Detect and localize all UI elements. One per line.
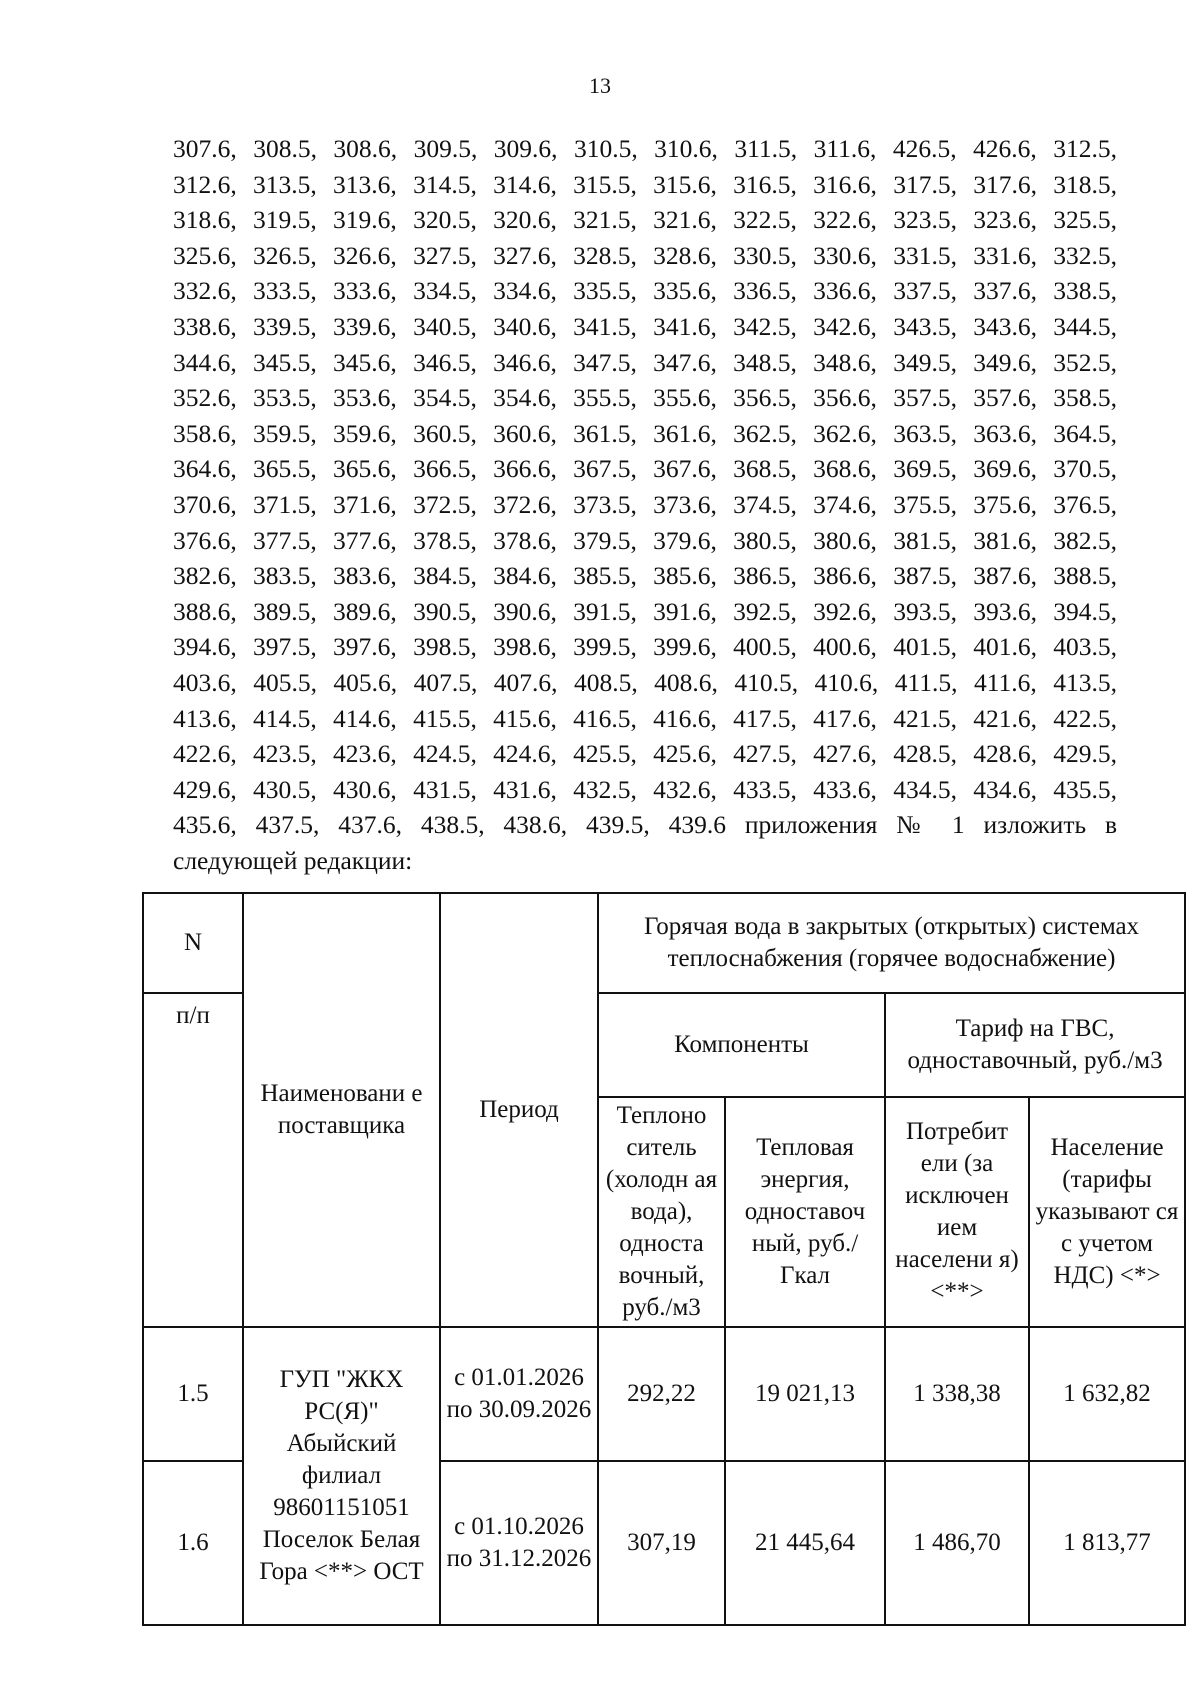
paragraph-line: 370.6, 371.5, 371.6, 372.5, 372.6, 373.5, 373.6, 374.5, 374.6, 375.5, 375.6, 376.5, <box>173 489 1117 519</box>
paragraph-line: 376.6, 377.5, 377.6, 378.5, 378.6, 379.5, 379.6, 380.5, 380.6, 381.5, 381.6, 382.5, <box>173 525 1117 555</box>
paragraph-line: 403.6, 405.5, 405.6, 407.5, 407.6, 408.5, 408.6, 410.5, 410.6, 411.5, 411.6, 413.5, <box>173 667 1117 697</box>
header-consumers: Потребит ели (за исключен ием населени я) <**> <box>885 1097 1029 1327</box>
row-period: с 01.10.2026 по 31.12.2026 <box>440 1461 598 1625</box>
paragraph <box>173 131 1117 878</box>
paragraph-line: 364.6, 365.5, 365.6, 366.5, 366.6, 367.5, 367.6, 368.5, 368.6, 369.5, 369.6, 370.5, <box>173 454 1117 484</box>
row-consumers: 1 338,38 <box>885 1327 1029 1461</box>
paragraph-line: 422.6, 423.5, 423.6, 424.5, 424.6, 425.5, 425.6, 427.5, 427.6, 428.5, 428.6, 429.5, <box>173 739 1117 769</box>
row-period: с 01.01.2026 по 30.09.2026 <box>440 1327 598 1461</box>
paragraph-line: 344.6, 345.5, 345.6, 346.5, 346.6, 347.5, 347.6, 348.5, 348.6, 349.5, 349.6, 352.5, <box>173 347 1117 377</box>
paragraph-line: 388.6, 389.5, 389.6, 390.5, 390.6, 391.5, 391.6, 392.5, 392.6, 393.5, 393.6, 394.5, <box>173 596 1117 626</box>
header-coolant: Теплоно ситель (холодн ая вода), односта вочный, руб./м3 <box>598 1097 725 1327</box>
header-supplier: Наименовани е поставщика <box>243 893 440 1327</box>
paragraph-line: 394.6, 397.5, 397.6, 398.5, 398.6, 399.5, 399.6, 400.5, 400.6, 401.5, 401.6, 403.5, <box>173 632 1117 662</box>
paragraph-line: 332.6, 333.5, 333.6, 334.5, 334.6, 335.5, 335.6, 336.5, 336.6, 337.5, 337.6, 338.5, <box>173 276 1117 306</box>
row-consumers: 1 486,70 <box>885 1461 1029 1625</box>
paragraph-line: 435.6, 437.5, 437.6, 438.5, 438.6, 439.5, 439.6 приложения № 1 изложить в <box>173 810 1117 840</box>
paragraph-line: 338.6, 339.5, 339.6, 340.5, 340.6, 341.5, 341.6, 342.5, 342.6, 343.5, 343.6, 344.5, <box>173 311 1117 341</box>
row-thermal-energy: 19 021,13 <box>725 1327 885 1461</box>
paragraph-line: 325.6, 326.5, 326.6, 327.5, 327.6, 328.5, 328.6, 330.5, 330.6, 331.5, 331.6, 332.5, <box>173 240 1117 270</box>
paragraph-line: 352.6, 353.5, 353.6, 354.5, 354.6, 355.5, 355.6, 356.5, 356.6, 357.5, 357.6, 358.5, <box>173 383 1117 413</box>
header-n-top: N <box>143 893 243 993</box>
paragraph-line: следующей редакции: <box>173 845 413 875</box>
header-tariff: Тариф на ГВС, одноставочный, руб./м3 <box>885 993 1185 1097</box>
row-coolant: 307,19 <box>598 1461 725 1625</box>
paragraph-line: 413.6, 414.5, 414.6, 415.5, 415.6, 416.5, 416.6, 417.5, 417.6, 421.5, 421.6, 422.5, <box>173 703 1117 733</box>
paragraph-line: 429.6, 430.5, 430.6, 431.5, 431.6, 432.5, 432.6, 433.5, 433.6, 434.5, 434.6, 435.5, <box>173 774 1117 804</box>
header-n-bottom: п/п <box>143 993 243 1327</box>
row-coolant: 292,22 <box>598 1327 725 1461</box>
row-thermal-energy: 21 445,64 <box>725 1461 885 1625</box>
table-row <box>143 1327 1185 1461</box>
header-period: Период <box>440 893 598 1327</box>
paragraph-line: 307.6, 308.5, 308.6, 309.5, 309.6, 310.5, 310.6, 311.5, 311.6, 426.5, 426.6, 312.5, <box>173 134 1117 163</box>
paragraph-line: 358.6, 359.5, 359.6, 360.5, 360.6, 361.5, 361.6, 362.5, 362.6, 363.5, 363.6, 364.5, <box>173 418 1117 448</box>
paragraph-line: 382.6, 383.5, 383.6, 384.5, 384.6, 385.5, 385.6, 386.5, 386.6, 387.5, 387.6, 388.5, <box>173 561 1117 591</box>
row-number: 1.6 <box>143 1461 243 1625</box>
paragraph-line: 318.6, 319.5, 319.6, 320.5, 320.6, 321.5, 321.6, 322.5, 322.6, 323.5, 323.6, 325.5, <box>173 205 1117 235</box>
tariff-table <box>142 892 1186 1626</box>
supplier-name: ГУП "ЖКХ РС(Я)" Абыйский филиал 98601151051 Поселок Белая Гора <**> ОСТ <box>243 1327 440 1625</box>
header-thermal-energy: Тепловая энергия, одноставоч ный, руб./Гкал <box>725 1097 885 1327</box>
header-hot-water-group: Горячая вода в закрытых (открытых) системах теплоснабжения (горячее водоснабжение) <box>598 893 1185 993</box>
row-number: 1.5 <box>143 1327 243 1461</box>
page-number: 13 <box>589 73 611 98</box>
header-components: Компоненты <box>598 993 885 1097</box>
header-population: Население (тарифы указывают ся с учетом НДС) <*> <box>1029 1097 1185 1327</box>
paragraph-line: 312.6, 313.5, 313.6, 314.5, 314.6, 315.5, 315.6, 316.5, 316.6, 317.5, 317.6, 318.5, <box>173 169 1117 199</box>
row-population: 1 632,82 <box>1029 1327 1185 1461</box>
row-population: 1 813,77 <box>1029 1461 1185 1625</box>
